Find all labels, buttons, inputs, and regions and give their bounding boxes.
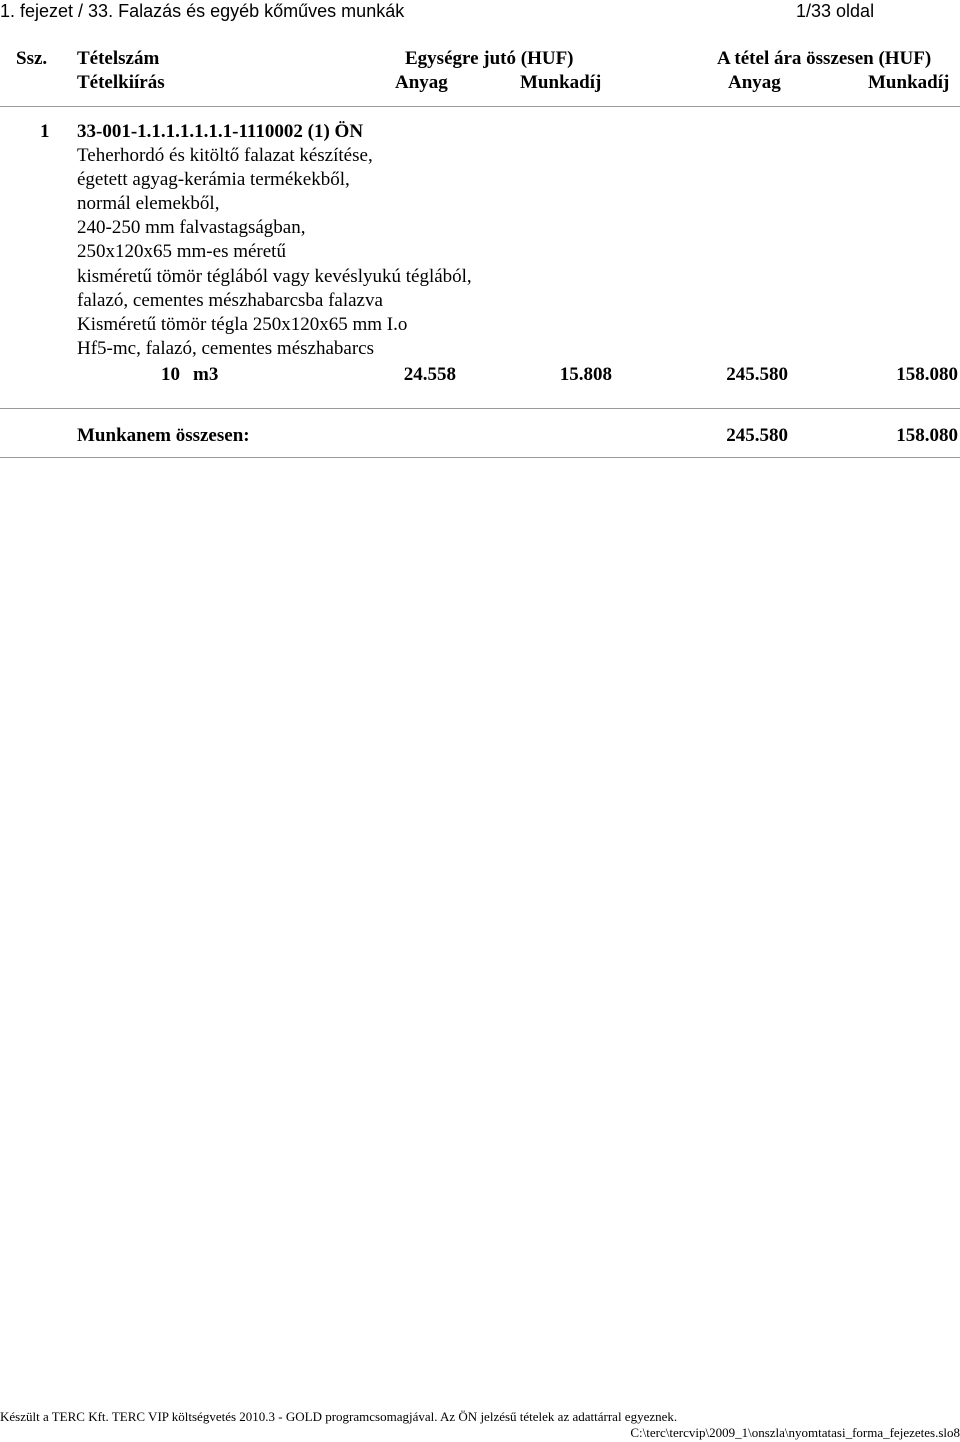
col-unit-anyag-header: Anyag [395,72,448,93]
item-total-anyag: 245.580 [726,364,788,385]
col-unit-group-header: Egységre jutó (HUF) [405,48,574,69]
item-divider [0,408,960,409]
item-description-line: Teherhordó és kitöltő falazat készítése, [77,145,373,166]
footer-credit: Készült a TERC Kft. TERC VIP költségvetés 2010.3 - GOLD programcsomagjával. Az ÖN jelzésű tételek az adattárral egyeznek. [0,1409,678,1424]
col-total-anyag-header: Anyag [728,72,781,93]
item-description-line: kisméretű tömör téglából vagy kevéslyukú téglából, [77,266,472,287]
item-unit: m3 [193,364,219,385]
col-ssz-header: Ssz. [16,48,48,69]
col-total-group-header: A tétel ára összesen (HUF) [717,48,932,69]
summary-total-anyag: 245.580 [726,425,788,446]
item-description-line: égetett agyag-kerámia termékekből, [77,169,350,190]
item-description-line: falazó, cementes mészhabarcsba falazva [77,290,383,311]
col-total-munkadij-header: Munkadíj [868,72,950,93]
item-quantity: 10 [161,364,180,385]
summary-divider [0,457,960,458]
item-unit-anyag: 24.558 [403,364,456,385]
item-ssz: 1 [40,121,50,142]
summary-total-munkadij: 158.080 [896,425,958,446]
col-unit-munkadij-header: Munkadíj [520,72,602,93]
item-description-line: 240-250 mm falvastagságban, [77,217,306,238]
item-unit-munkadij: 15.808 [559,364,612,385]
col-tetelszam-header: Tételszám [77,48,160,69]
col-tetelkiiras-header: Tételkiírás [77,72,165,93]
item-description-line: Hf5-mc, falazó, cementes mészhabarcs [77,338,374,359]
page-count: 1/33 oldal [796,1,875,21]
item-total-munkadij: 158.080 [896,364,958,385]
chapter-header: 1. fejezet / 33. Falazás és egyéb kőműves munkák [0,1,405,21]
summary-label: Munkanem összesen: [77,425,250,446]
item-description-line: normál elemekből, [77,193,220,214]
item-description-line: 250x120x65 mm-es méretű [77,241,286,262]
footer-file-path: C:\terc\tercvip\2009_1\onszla\nyomtatasi_forma_fejezetes.slo8 [630,1425,960,1440]
item-description-line: Kisméretű tömör tégla 250x120x65 mm I.o [77,314,408,335]
item-code: 33-001-1.1.1.1.1.1.1-1110002 (1) ÖN [77,121,364,142]
header-divider [0,106,960,107]
